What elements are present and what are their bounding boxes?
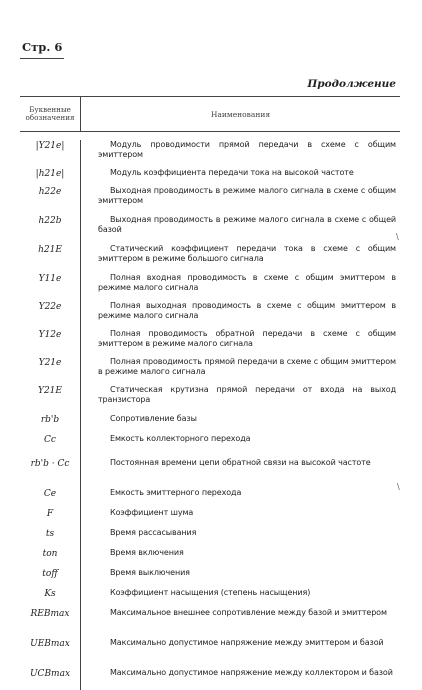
row-symbol: ts (45, 529, 55, 539)
row-symbol: Y21E (38, 386, 62, 396)
table-row (20, 186, 400, 208)
table-row (20, 140, 400, 162)
row-symbol: rb'b · Cc (30, 459, 70, 469)
row-text: Полная проводимость прямой передачи в схеме с общим эмиттером в режиме малого сигнала (98, 357, 396, 376)
row-symbol: rb'b (40, 415, 60, 425)
row-text: Сопротивление базы (110, 414, 197, 423)
row-text: Выходная проводимость в режиме малого сигнала в схеме с общим эмиттером (98, 186, 396, 205)
row-symbol: h22e (38, 187, 62, 197)
row-text: Статический коэффициент передачи тока в схеме с общим эмиттером в режиме большого сигнала (98, 244, 396, 263)
row-text: Модуль коэффициента передачи тока на высокой частоте (110, 168, 354, 177)
row-text: Максимальное внешнее сопротивление между базой и эмиттером (110, 608, 387, 617)
table-row (20, 434, 400, 446)
row-text: Выходная проводимость в режиме малого сигнала в схеме с общей базой (98, 215, 396, 234)
table-row (20, 301, 400, 323)
row-symbol: Cc (44, 435, 56, 445)
header-name: Наименования (210, 109, 271, 119)
row-symbol: REBmax (30, 609, 70, 619)
table-row (20, 273, 400, 295)
table-row (20, 458, 400, 480)
row-symbol: UCBmax (29, 669, 71, 679)
scan-mark: \ (397, 482, 400, 491)
row-symbol: Y12e (38, 330, 62, 340)
row-symbol: h21E (38, 245, 62, 255)
row-text: Полная проводимость обратной передачи в схеме с общим эмиттером в режиме малого сигнала (98, 329, 396, 348)
row-symbol: Y21e (38, 358, 62, 368)
row-text: Максимально допустимое напряжение между эмиттером и базой (110, 638, 384, 647)
row-text: Емкость эмиттерного перехода (110, 488, 242, 497)
row-symbol: |Y21e| (35, 141, 65, 151)
continuation-label: Продолжение (307, 78, 396, 90)
table-row (20, 508, 400, 520)
table-row (20, 215, 400, 237)
row-text: Время рассасывания (110, 528, 197, 537)
row-text: Время выключения (110, 568, 190, 577)
table-row (20, 488, 400, 500)
row-symbol: |h21e| (35, 169, 65, 179)
row-text: Постоянная времени цепи обратной связи на высокой частоте (110, 458, 371, 467)
row-text: Модуль проводимости прямой передачи в схеме с общим эмиттером (98, 140, 396, 159)
table-row (20, 568, 400, 580)
row-symbol: Y22e (38, 302, 62, 312)
row-text: Статическая крутизна прямой передачи от входа на выход транзистора (98, 385, 396, 404)
row-text: Коэффициент насыщения (степень насыщения) (110, 588, 311, 597)
table-header (20, 96, 400, 132)
table-row (20, 528, 400, 540)
row-text: Емкость коллекторного перехода (110, 434, 251, 443)
row-symbol: UEBmax (30, 639, 70, 649)
row-symbol: toff (42, 569, 58, 579)
page-number-rule (20, 58, 64, 59)
table-row (20, 588, 400, 600)
table-row (20, 668, 400, 690)
table-row (20, 548, 400, 560)
row-symbol: h22b (38, 216, 62, 226)
row-symbol: Ks (44, 589, 56, 599)
page-number: Стр. 6 (22, 40, 63, 54)
table-row (20, 385, 400, 407)
table-row (20, 168, 400, 180)
designations-table (20, 96, 400, 690)
table-row (20, 329, 400, 351)
header-symbol: Буквенные обозначения (20, 97, 81, 131)
row-symbol: ton (42, 549, 58, 559)
table-row (20, 244, 400, 266)
table-row (20, 638, 400, 660)
table-row (20, 414, 400, 426)
row-symbol: F (46, 509, 54, 519)
row-text: Полная выходная проводимость в схеме с общим эмиттером в режиме малого сигнала (98, 301, 396, 320)
row-text: Максимально допустимое напряжение между коллектором и базой (110, 668, 393, 677)
table-body (20, 140, 400, 690)
row-text: Время включения (110, 548, 184, 557)
row-text: Коэффициент шума (110, 508, 194, 517)
column-divider (80, 140, 81, 690)
row-symbol: Y11e (38, 274, 62, 284)
table-row (20, 357, 400, 379)
scan-mark: \ (396, 232, 399, 241)
row-text: Полная входная проводимость в схеме с общим эмиттером в режиме малого сигнала (98, 273, 396, 292)
row-symbol: Ce (43, 489, 57, 499)
table-row (20, 608, 400, 630)
